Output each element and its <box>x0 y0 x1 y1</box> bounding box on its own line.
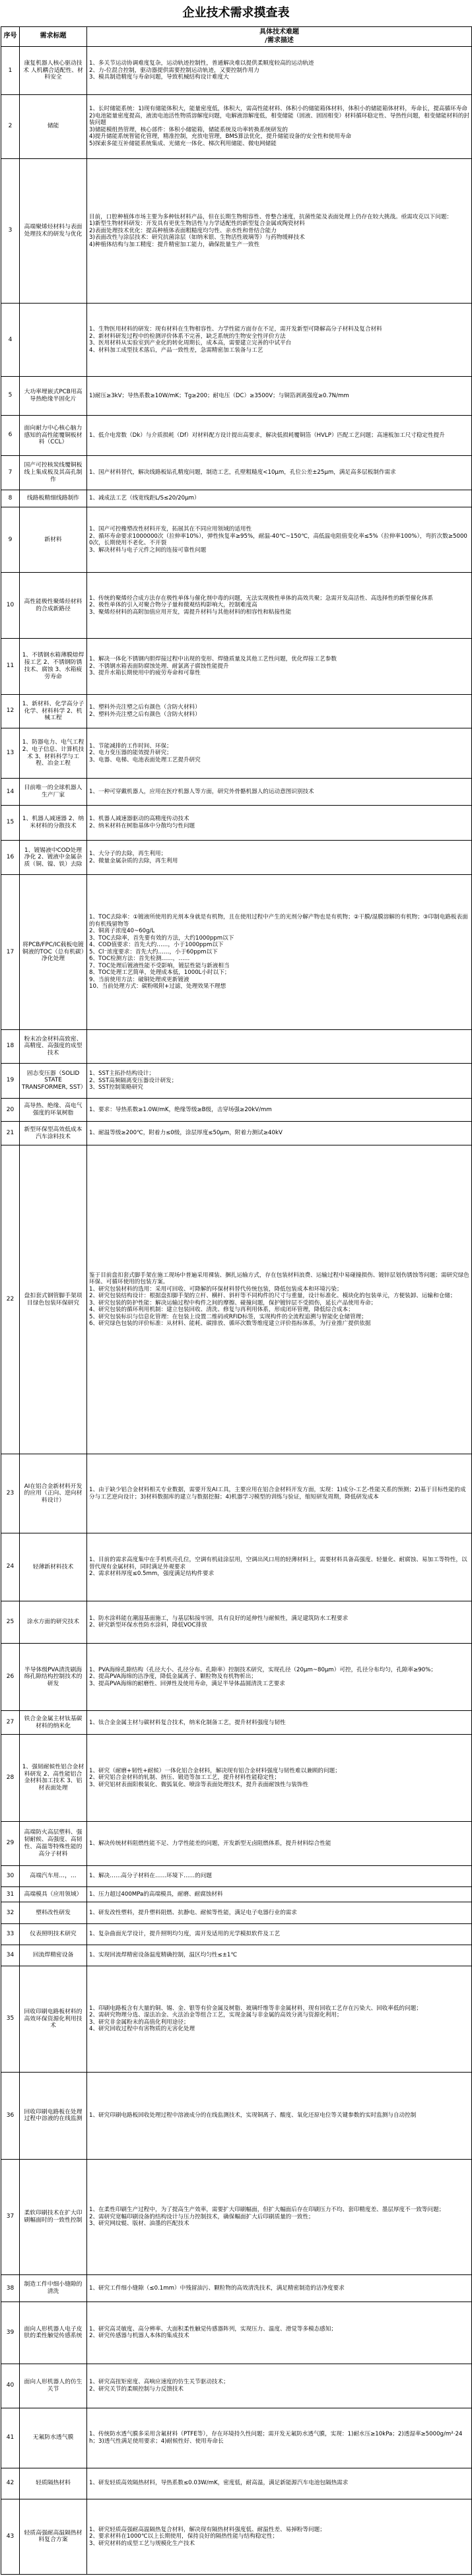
requirement-title: 1、镀锡液中COD处理净化 2、镀液中金属杂质（铜、镍、铁）去除 <box>20 840 87 875</box>
table-row <box>1 377 472 416</box>
row-number: 43 <box>1 2499 20 2574</box>
table-row <box>1 2499 472 2574</box>
table-row <box>1 806 472 841</box>
requirement-title: 轻质高强耐高温隔热材料复合方案 <box>20 2499 87 2574</box>
row-number: 25 <box>1 1601 20 1643</box>
requirement-title: 无氟防水透气膜 <box>20 2408 87 2468</box>
requirement-title: 面向人形机器人的仿生关节 <box>20 2364 87 2408</box>
requirement-description: 1、传统防水透气膜多采用含氟材料（PTFE等），存在环境持久性问题；需开发无氟防水透气膜，实现：1)耐水压≥10kPa；2)透湿率≥5000g/m²·24h；3)透气性满足使用要求；4)耐候性好、使用寿命长 <box>87 2408 472 2468</box>
requirement-description: 1、由于缺少铝合金材料相关专业数据，需要开发AI工具，主要应用在铝合金材料开发方面，实现：1)成分-工艺-性能关系的预测；2)基于目标性能的成分与工艺逆向设计；3)材料数据库的建立与数据挖掘；4)机器学习模型的训练与验证，缩短研发周期，降低研发成本 <box>87 1454 472 1533</box>
requirement-description: 1、研究（耐磨+韧性+耐候）一体化铝合金材料，解决现有铝合金材料强度与韧性难以兼顾的问题； 2、研究铝合金材料的轧制、挤压、锻造等加工工艺，提升材料性能稳定性； 3、研究铝材表面阳极氧化、微弧氧化、喷涂等表面处理技术，提升表面耐蚀性与装饰性 <box>87 1735 472 1822</box>
requirement-description: 1、节能减排的工作时间、环保； 2、电力变压器的能效提升研究； 3、电器、电梯、电池表面处理工艺提升研究 <box>87 728 472 779</box>
row-number: 35 <box>1 1966 20 2073</box>
table-row <box>1 304 472 377</box>
table-body <box>1 47 472 2575</box>
row-number: 40 <box>1 2364 20 2408</box>
table-row <box>1 1821 472 1865</box>
requirement-title <box>20 304 87 377</box>
table-row <box>1 2072 472 2159</box>
requirement-title: 1、强韧耐候性铝合金材料研发 2、高性能铝合金材料加工技术 3、铝材表面处理 <box>20 1735 87 1822</box>
requirement-description: 1、防水涂料能在潮湿基面施工，与基层粘接牢固，具有良好的延伸性与耐候性，满足建筑防水工程要求 2、研究新型环保水性防水涂料，降低VOC排放 <box>87 1601 472 1643</box>
requirement-title: 塑料改性研发 <box>20 1902 87 1923</box>
table-row <box>1 2302 472 2364</box>
table-row <box>1 2364 472 2408</box>
requirement-description: 1、研究高灵敏度、高分辨率、大面积柔性触觉传感器阵列，实现压力、温度、滑觉等多模态感知； 2、研究传感器与机器人本体的集成技术 <box>87 2302 472 2364</box>
table-row <box>1 1029 472 1063</box>
requirement-title: 康复机器人核心驱动技术 人机耦合适配性、材料安全 <box>20 47 87 95</box>
row-number: 16 <box>1 840 20 875</box>
row-number: 10 <box>1 573 20 638</box>
row-number: 41 <box>1 2408 20 2468</box>
requirement-title: 盘扣套式钢管脚手架项目绿色包装环保研究 <box>20 1145 87 1454</box>
table-row <box>1 638 472 694</box>
requirement-title: 回流焊精密设备 <box>20 1945 87 1966</box>
requirement-title: 新材料 <box>20 507 87 572</box>
requirement-title: 线路板精细线路制作 <box>20 490 87 507</box>
requirement-title: 储能 <box>20 95 87 158</box>
requirement-description: 1、复杂曲面光学设计，提升照明均匀度，需开发适用的光学模拟软件及工艺 <box>87 1923 472 1945</box>
requirement-description: 1、研究工件细小缝隙（≤0.1mm）中残留油污、颗粒物的高效清洗技术，满足精密制造的洁净度要求 <box>87 2275 472 2302</box>
row-number: 19 <box>1 1063 20 1098</box>
table-row <box>1 1945 472 1966</box>
row-number: 12 <box>1 694 20 728</box>
row-number: 11 <box>1 638 20 694</box>
row-number: 3 <box>1 158 20 303</box>
table-row <box>1 2468 472 2499</box>
table-row <box>1 840 472 875</box>
requirement-description: 1、钛合金金属主材与碳材料复合技术，纳米化制备工艺，提升材料强度与韧性 <box>87 1711 472 1735</box>
table-row <box>1 1966 472 2073</box>
requirement-title: 高端汽车用…，… <box>20 1865 87 1886</box>
requirement-title: 高性能极性聚烯烃材料的合成新路径 <box>20 573 87 638</box>
requirement-description: 1、大分子的去除，再生利用； 2、微量金属杂质的去除，再生利用 <box>87 840 472 875</box>
requirement-title: 1、新材料、化学高分子化学、材料科学 2、机械工程 <box>20 694 87 728</box>
requirement-title: 1、防器电力、电气工程 2、电子信息、计算机技术 3、材料科学与工程、冶金工程 <box>20 728 87 779</box>
requirement-description: 1、生物医用材料的研发：现有材料在生物相容性、力学性能方面存在不足，需开发新型可降解高分子材料及复合材料 2、新材料研发过程中的检测评价体系不完善，缺乏系统的生物安全性评价方法 3、医用材料从实验室到产业化的转化周期长，成本高，需要建立完善的中试平台 4、材料加工成型技术落后，产品一致性差，急需精密加工装备与工艺 <box>87 304 472 377</box>
requirement-title: 轻质隔热材料 <box>20 2468 87 2499</box>
requirement-description: 1、在柔性印刷生产过程中，为了提高生产效率，需要扩大印刷幅面，但扩大幅面后存在印刷压力不均、套印精度差、墨层厚度不一致等问题； 2、需研究宽幅印刷设备的结构设计与压力控制技术，确保幅面扩大后印刷质量的一致性； 3、研究网纹辊、版材、油墨的匹配技术 <box>87 2159 472 2275</box>
requirement-title: 将PCB/FPC/IC载板电镀铜液的TOC（总有机碳）净化处理 <box>20 875 87 1029</box>
table-row <box>1 1711 472 1735</box>
requirement-description: 1、研究高扭矩密度、高响应速度的仿生关节驱动技术； 2、研究关节的柔顺控制与力反馈技术 <box>87 2364 472 2408</box>
requirement-description: 鉴于目前盘扣套式脚手架在施工现场中普遍采用裸装、捆扎运输方式，存在包装材料浪费、运输过程中易碰撞损伤、镀锌层划伤锈蚀等问题；需研究绿色环保、可循环使用的包装方案。 1、研究包装材料的选用：采用可回收、可降解的环保材料替代传统包装，降低包装成本和环境污染； 2、研究包装结构设计：根据盘扣脚手架的立杆、横杆、斜杆等不同构件的尺寸与重量，设计标准化、模块化的包装单元，方便装卸、运输和仓储； 3、研究包装的防护性能：解决运输过程中构件之间的摩擦、碰撞问题，保护镀锌层不受损伤，延长产品使用寿命； 4、研究包装的循环利用机制：建立包装回收、清洗、修复与再利用体系，形成闭环管理，降低综合成本； 5、研究包装标识与信息化管理：在包装上设置二维码或RFID标签，实现构件的全流程追溯与智能化仓储管理； 6、研究绿色包装的评价标准：从材料、能耗、碳排放、循环次数等维度建立评价指标体系，为行业推广提供依据 <box>87 1145 472 1454</box>
requirement-title: 国产可控核炭线覆铜板线上集成板及其高孔制作 <box>20 456 87 490</box>
row-number: 36 <box>1 2072 20 2159</box>
requirement-title: 高端模具（应用领域） <box>20 1887 87 1902</box>
row-number: 38 <box>1 2275 20 2302</box>
requirement-description: 1、国产材料替代，解决线路板钻孔精度问题，制造工艺，孔壁粗糙度<10μm，孔位公差±25μm，满足高多层板制作需求 <box>87 456 472 490</box>
requirement-description: 1、研究印刷电路板回收处理过程中溶液成分的在线监测技术，实现铜离子、酸度、氧化还原电位等关键参数的实时监测与自动控制 <box>87 2072 472 2159</box>
row-number: 1 <box>1 47 20 95</box>
requirement-description: 1、长时储能系统：1)现有储能体积大，能量密度低，体积大，需高性能材料、体积小的储能箱体材料，体积小的储能箱体材料，寿命长，提高循环寿命 2)电池能量密度提高，液流电池活性物质溶解度问题，电解液溶解度低，相变储能（固液、固固相变）材料循环稳定性、导热性问题，相变储能材料的封装问题 3)储能模组热管理，核心部件：体积小储能箱，储能系统及功率转换系统研发的 4)提升储能系统智能化管理，精准控制，充放电管理，BMS算法优化，提升储能设备的安全性和使用寿命 5)探索多能互补储能系统集成、光储充一体化、梯次利用储能、微电网储能 <box>87 95 472 158</box>
requirement-description: 1、研发改性塑料，提升塑料阻燃、抗静电、耐候等性能，满足电子电器行业的需求 <box>87 1902 472 1923</box>
table-row <box>1 95 472 158</box>
table-row <box>1 1122 472 1145</box>
requirement-description <box>87 1029 472 1063</box>
row-number: 5 <box>1 377 20 416</box>
requirement-description: 1、SST主拓扑结构设计； 2、SST高频隔离变压器设计研发； 3、SST控制策略研究 <box>87 1063 472 1098</box>
table-row <box>1 1902 472 1923</box>
requirement-description: 1、多关节运动协调难度复杂，运动轨迹控制性，普通解决难以提供柔顺度较高的运动轨迹 2、力-位混合控制，驱动器提供需要控制运动轨迹，又要控制作用力 3、模具制造精度与寿命问题，导致机械结构设计难度大 <box>87 47 472 95</box>
table-row <box>1 1735 472 1822</box>
table-header-row <box>1 27 472 47</box>
row-number: 15 <box>1 806 20 841</box>
requirement-title: 柔软印刷技术在扩大印刷幅面时的一致性控制 <box>20 2159 87 2275</box>
row-number: 18 <box>1 1029 20 1063</box>
requirement-title: 高端聚烯烃材料与表面处理技术的研发与优化 <box>20 158 87 303</box>
requirement-description: 1、要求：导热系数≥1.0W/mK，绝缘等级≥B级，击穿场强≥20kV/mm <box>87 1098 472 1122</box>
row-number: 20 <box>1 1098 20 1122</box>
table-row <box>1 2275 472 2302</box>
requirement-description: 1、压力超过400MPa的高端模具，耐磨、耐腐蚀材料 <box>87 1887 472 1902</box>
requirement-description: 1、目前的需求高度集中在手机机壳孔位，空调有机硅涂层用，空调出风口用的轻薄材料上，需要材料具备高强度、轻量化、耐腐蚀、易加工等特性，以替代现有金属材料，同时满足外观要求 2、需求材料厚度≤0.5mm，强度满足结构件要求 <box>87 1533 472 1601</box>
table-row <box>1 1098 472 1122</box>
table-row <box>1 1454 472 1533</box>
table-row <box>1 1533 472 1601</box>
header-desc <box>87 27 472 47</box>
requirement-description: 1、解决传统材料阻燃性能不足、力学性能差的问题，开发新型无卤阻燃体系，提升材料综合性能 <box>87 1821 472 1865</box>
row-number: 23 <box>1 1454 20 1533</box>
row-number: 8 <box>1 490 20 507</box>
row-number: 31 <box>1 1887 20 1902</box>
requirement-description: 1、TOC去除率：①镀液所使用的光剂本身就是有机物，且在使用过程中产生的光剂分解产物也是有机物；②干膜/湿膜溶解的有机物；③印制电路板表面的有机残留物等 2、铜离子浓度40~60g/L 3、TOC去除率，首先要有效的方法，大约1000ppm以下 4、COD值要求：首先大约……，小于1000ppm以下 5、Cl⁻浓度要求：首先大约……，小于60ppm以下 6、TOC检测方法：首先检测……，…… 7、TOC处理后镀液性能不受影响，镀层性能与新液相当 8、TOC处理工艺简单，处理成本低，1000L小时以下； 9、当前使用方法：破铜处理或更新镀液 10、当前处理方式：碳粉吸附+过滤，处理效果不理想 <box>87 875 472 1029</box>
row-number: 37 <box>1 2159 20 2275</box>
header-desc-line1: 具体技术难题 <box>259 28 299 36</box>
requirement-title: 粉末冶金材料高致密、高精度、高强度的成型技术 <box>20 1029 87 1063</box>
table-row <box>1 2159 472 2275</box>
requirement-description: 1、PVA海绵孔隙结构（孔径大小、孔径分布、孔隙率）控制技术研究，实现孔径（20μm~80μm）可控，孔径分布均匀，孔隙率≥90%； 2、提高PVA海绵的洁净度，降低金属离子、颗粒物及有机物析出； 3、提高PVA海绵的耐磨性、回弹性及使用寿命，满足半导体晶圆清洗工艺要求 <box>87 1643 472 1710</box>
requirement-title: 1、机器人减速器 2、纳米材料的分散技术 <box>20 806 87 841</box>
requirement-description: 1、国产可控橡塑改性材料开发，拓展其在不同应用领域的适用性 2、循环寿命要求1000000次（拉伸率10%），弹性恢复率≥95%，耐温-40℃~150℃，高低温电阻值变化率≤5%（拉伸率100%），弯折次数≥50000次，长期使用不老化、不开裂 3、解决材料与电子元件之间的连接可靠性问题 <box>87 507 472 572</box>
requirement-description: 1、机器人减速器驱动的高精度传动技术 2、纳米材料在树脂基体中分散均匀性问题 <box>87 806 472 841</box>
row-number: 29 <box>1 1821 20 1865</box>
row-number: 34 <box>1 1945 20 1966</box>
table-row <box>1 1643 472 1710</box>
page-title: 企业技术需求摸查表 <box>182 6 290 20</box>
table-row <box>1 1601 472 1643</box>
requirement-title: 大功率埋嵌式PCB用高导热绝缘半固化片 <box>20 377 87 416</box>
requirement-description: 1、研发轻质高效隔热材料，导热系数≤0.03W/mK，密度低，耐高温，满足新能源汽车电池包隔热需求 <box>87 2468 472 2499</box>
table-row <box>1 875 472 1029</box>
requirement-title: 固态变压器（SOLID STATE TRANSFORMER, SST） <box>20 1063 87 1098</box>
requirement-description: 1、低介电常数（Dk）与介质损耗（Df）对材料配方设计提出高要求，解决低损耗覆铜箔（HVLP）匹配工艺问题；高速板加工尺寸稳定性提升 <box>87 415 472 455</box>
requirement-description: 1、耐温等级≥200℃，附着力≤0级，涂层厚度≤50μm，附着力测试≥40kV <box>87 1122 472 1145</box>
requirement-title: 新型环保型高效低成本汽车涂料技术 <box>20 1122 87 1145</box>
requirement-title: 回收印刷电路板在处理过程中溶液的在线监测 <box>20 2072 87 2159</box>
requirements-table <box>1 26 472 2575</box>
requirement-title: 1、不锈钢水箱薄膜熔焊接工艺 2、不锈钢防锈技术、腐蚀 3、水箱疲劳寿命 <box>20 638 87 694</box>
table-row <box>1 779 472 806</box>
requirement-description: 1、印刷电路板含有大量的铜、锡、金、银等有价金属及树脂、玻璃纤维等非金属材料，现有回收工艺存在污染大、回收率低的问题； 2、需研究物理分选、湿法冶金、火法冶金等组合工艺，实现金属与非金属的高效分离与资源化利用； 3、研究非金属粉末的高值化利用途径； 4、研究回收过程中有害物质的无害化处理 <box>87 1966 472 2073</box>
row-number: 21 <box>1 1122 20 1145</box>
requirement-description: 1、实现回流焊精密设备温度精确控制，温区均匀性≤±1℃ <box>87 1945 472 1966</box>
header-desc-line2: /需求描述 <box>265 36 294 44</box>
row-number: 22 <box>1 1145 20 1454</box>
table-row <box>1 490 472 507</box>
requirement-title: 制造工件中细小缝隙的清洗 <box>20 2275 87 2302</box>
row-number: 33 <box>1 1923 20 1945</box>
requirement-description: 1、传统的聚烯烃合成方法存在极性单体与催化剂中毒的问题，无法实现极性单体的高效共聚；急需开发高活性、高选择性的新型催化体系 2、极性单体的引入对聚合物分子量和微观结构影响大，控制难度高 3、聚烯烃材料的高附加值应用开发，需提升材料与其他材料的相容性和粘接性能 <box>87 573 472 638</box>
table-row <box>1 573 472 638</box>
table-row <box>1 694 472 728</box>
table-row <box>1 2408 472 2468</box>
requirement-description: 目前，口腔种植体市场主要为多种钛材料产品，但在长期生物相容性、骨整合速度，抗菌性能及表面处理上仍存在较大挑战。亟需攻克以下问题： 1)新型生物材料研发：开发具有更优生物活性与力学适配性的新型复合金属或陶瓷材料 2)表面处理技术优化：提高种植体表面粗糙度均匀性、亲水性和骨结合能力 3)表面改性与涂层技术：研究抗菌涂层（如纳米银、生物活性玻璃等）与药物缓释技术 4)种植体结构与加工精度：提升精密加工能力，确保批量生产一致性 <box>87 158 472 303</box>
requirement-description: 1、解决一体化不锈钢内胆焊接过程中出现的变形、焊缝质量及其他工艺性问题，优化焊接工艺参数 2、不锈钢水箱表面防腐蚀处理、耐氯离子腐蚀性能提升 3、提升水箱长期使用中的疲劳寿命和可靠性 <box>87 638 472 694</box>
table-row <box>1 507 472 572</box>
row-number: 6 <box>1 415 20 455</box>
requirement-title: 面向人形机器人电子皮肤的柔性触觉传感系统 <box>20 2302 87 2364</box>
requirement-title: 铁合金金属主材钛基碳材料的纳米化 <box>20 1711 87 1735</box>
requirement-title: 涂水方面的研究技术 <box>20 1601 87 1643</box>
requirement-title: AI在铝合金新材料开发的应用（正向、逆向材料设计） <box>20 1454 87 1533</box>
requirement-description: 1)耐压≥3kV；导热系数≥10W/mK；Tg≥200；耐电压（DC）≥3500V；与铜箔剥离强度≥0.7N/mm <box>87 377 472 416</box>
row-number: 9 <box>1 507 20 572</box>
row-number: 39 <box>1 2302 20 2364</box>
row-number: 2 <box>1 95 20 158</box>
row-number: 14 <box>1 779 20 806</box>
header-name: 需求标题 <box>20 27 87 47</box>
requirement-description: 1、解决……高分子材料在……环境下……的问题 <box>87 1865 472 1886</box>
requirement-description: 1、研究轻质高强耐高温隔热复合材料，解决现有隔热材料强度低、耐温性差、易掉粉等问题； 2、要求材料在1000℃以上长期使用，保持良好的隔热性能与结构稳定性； 3、研究材料的成型工艺与规模化生产技术 <box>87 2499 472 2574</box>
requirement-title: 目前唯一的全球机器人生产厂家 <box>20 779 87 806</box>
table-row <box>1 158 472 303</box>
table-row <box>1 1865 472 1886</box>
row-number: 17 <box>1 875 20 1029</box>
table-row <box>1 1923 472 1945</box>
requirement-title: 高端防火高层塑料、强韧耐候、高强度、高韧性、高温等特殊性能的高分子材料 <box>20 1821 87 1865</box>
requirement-description: 1、减成法工艺（线宽线距L/S≤20/20μm） <box>87 490 472 507</box>
requirement-title: 轻薄新材料技术 <box>20 1533 87 1601</box>
table-row <box>1 456 472 490</box>
requirement-description: 1、一种可穿戴机器人，应用在医疗机器人等方面，研究外骨骼机器人的运动意图识别技术 <box>87 779 472 806</box>
table-row <box>1 1063 472 1098</box>
table-row <box>1 47 472 95</box>
header-no: 序号 <box>1 27 20 47</box>
row-number: 27 <box>1 1711 20 1735</box>
requirement-title: 面向耐力中心核心脑力感知的高性能覆铜板材料（CCL） <box>20 415 87 455</box>
table-row <box>1 415 472 455</box>
row-number: 26 <box>1 1643 20 1710</box>
row-number: 30 <box>1 1865 20 1886</box>
row-number: 42 <box>1 2468 20 2499</box>
requirement-title: 高导热、绝缘、高电气强度的环氧树脂 <box>20 1098 87 1122</box>
row-number: 28 <box>1 1735 20 1822</box>
row-number: 13 <box>1 728 20 779</box>
requirement-title: 回收印刷电路板材料的高效环保资源化利用技术 <box>20 1966 87 2073</box>
table-row <box>1 1887 472 1902</box>
row-number: 4 <box>1 304 20 377</box>
row-number: 24 <box>1 1533 20 1601</box>
table-row <box>1 728 472 779</box>
table-row <box>1 1145 472 1454</box>
requirement-title: 仪表照明技术研究 <box>20 1923 87 1945</box>
requirement-description: 1、塑料外壳注塑之后有颜色（含防火材料） 2、塑料外壳注塑之后有颜色（含防火材料） <box>87 694 472 728</box>
row-number: 32 <box>1 1902 20 1923</box>
row-number: 7 <box>1 456 20 490</box>
requirement-title: 半导体级PVA清洗刷海绵孔隙结构控制技术的研发 <box>20 1643 87 1710</box>
